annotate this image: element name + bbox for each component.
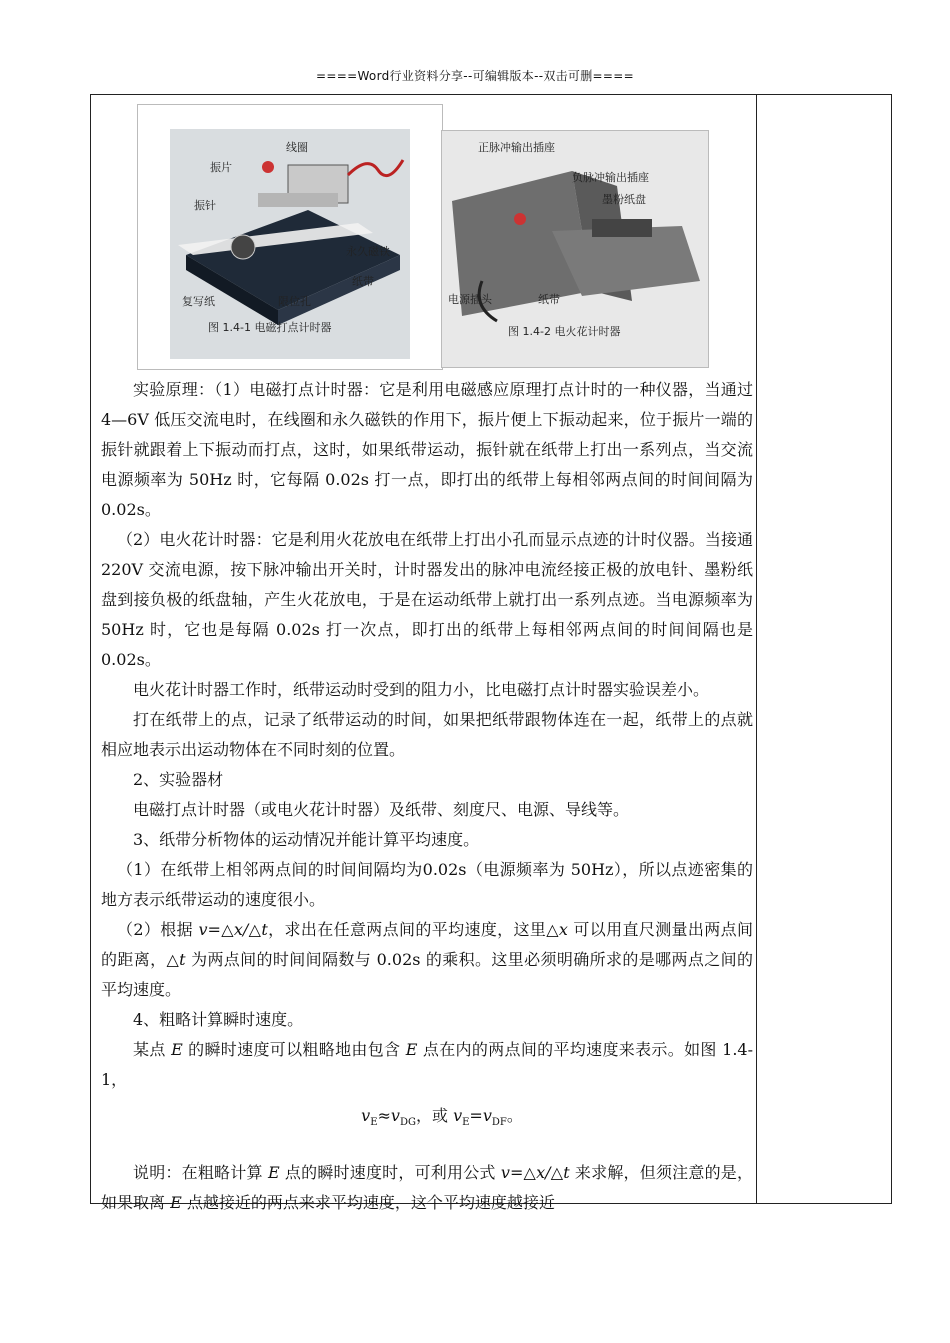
main-content [101,100,753,1218]
spark-timer-figure [441,130,709,368]
label-negative-pulse-socket: 负脉冲输出插座 [572,171,649,184]
paragraph-instant-speed: 某点 E 的瞬时速度可以粗略地由包含 E 点在内的两点间的平均速度来表示。如图 1.4-1， [101,1040,753,1089]
label-paper-tape: 纸带 [352,275,374,288]
heading-instant-speed: 4、粗略计算瞬时速度。 [133,1010,304,1029]
paragraph-note: 说明：在粗略计算 E 点的瞬时速度时，可利用公式 v=△x/△t 来求解，但须注意的是，如果取离 E 点越接近的两点来求平均速度，这个平均速度越接近 [101,1163,753,1213]
label-toner-disc: 墨粉纸盘 [602,193,646,206]
paragraph-dots-meaning: 打在纸带上的点，记录了纸带运动的时间，如果把纸带跟物体连在一起，纸带上的点就相应地表示出运动物体在不同时刻的位置。 [101,710,753,759]
label-positive-pulse-socket: 正脉冲输出插座 [478,141,555,154]
paragraph-spark-advantage: 电火花计时器工作时，纸带运动时受到的阻力小，比电磁打点计时器实验误差小。 [133,680,710,699]
figure1-caption: 图 1.4-1 电磁打点计时器 [208,321,332,334]
label-coil: 线圈 [286,141,308,154]
label-paper-tape: 纸带 [538,293,560,306]
label-vibrating-plate: 振片 [210,161,232,174]
heading-equipment: 2、实验器材 [133,770,224,789]
formula-instant-speed: $v_E\approx v_{DG}$，或 $v_E=v_{DF}$。 [361,1106,523,1129]
electromagnetic-timer-figure [137,104,443,370]
label-limit-hole: 限位孔 [278,295,311,308]
page-header: ====Word行业资料分享--可编辑版本--双击可删==== [316,69,634,83]
label-carbon-paper: 复写纸 [182,295,215,308]
paragraph-equipment: 电磁打点计时器（或电火花计时器）及纸带、刻度尺、电源、导线等。 [133,800,630,819]
right-column-divider [756,94,757,1204]
heading-tape-analysis: 3、纸带分析物体的运动情况并能计算平均速度。 [133,830,480,849]
paragraph-tape-interval: （1）在纸带上相邻两点间的时间间隔均为0.02s（电源频率为 50Hz），所以点迹密集的地方表示纸带运动的速度很小。 [101,860,753,909]
label-vibrating-needle: 振针 [194,199,216,212]
paragraph-average-speed: （2）根据 v=△x/△t，求出在任意两点间的平均速度，这里△x 可以用直尺测量出两点间的距离，△t 为两点间的时间间隔数与 0.02s 的乘积。这里必须明确所求的是哪两点之间的平均速度。 [101,920,753,999]
paragraph-principle-spark: （2）电火花计时器：它是利用火花放电在纸带上打出小孔而显示点迹的计时仪器。当接通 220V 交流电源，按下脉冲输出开关时，计时器发出的脉冲电流经接正极的放电针、墨粉纸盘到接负极的纸盘轴，产生火花放电，于是在运动纸带上就打出一系列点迹。当电源频率为 50Hz 时，它也是每隔 0.02s 打一次点，即打出的纸带上每相邻两点间的时间间隔也是0.02s。 [101,530,753,669]
figures-row [101,100,753,375]
label-permanent-magnet: 永久磁铁 [346,245,390,258]
paragraph-principle-electromagnetic: 实验原理：（1）电磁打点计时器：它是利用电磁感应原理打点计时的一种仪器，当通过 4—6V 低压交流电时，在线圈和永久磁铁的作用下，振片便上下振动起来，位于振片一端的振针就跟着上下振动而打点，这时，如果纸带运动，振针就在纸带上打出一系列点，当交流电源频率为 50Hz 时，它每隔 0.02s 打一点，即打出的纸带上每相邻两点间的时间间隔为0.02s。 [101,380,753,519]
figure2-caption: 图 1.4-2 电火花计时器 [508,325,621,338]
label-power-plug: 电源插头 [448,293,492,306]
